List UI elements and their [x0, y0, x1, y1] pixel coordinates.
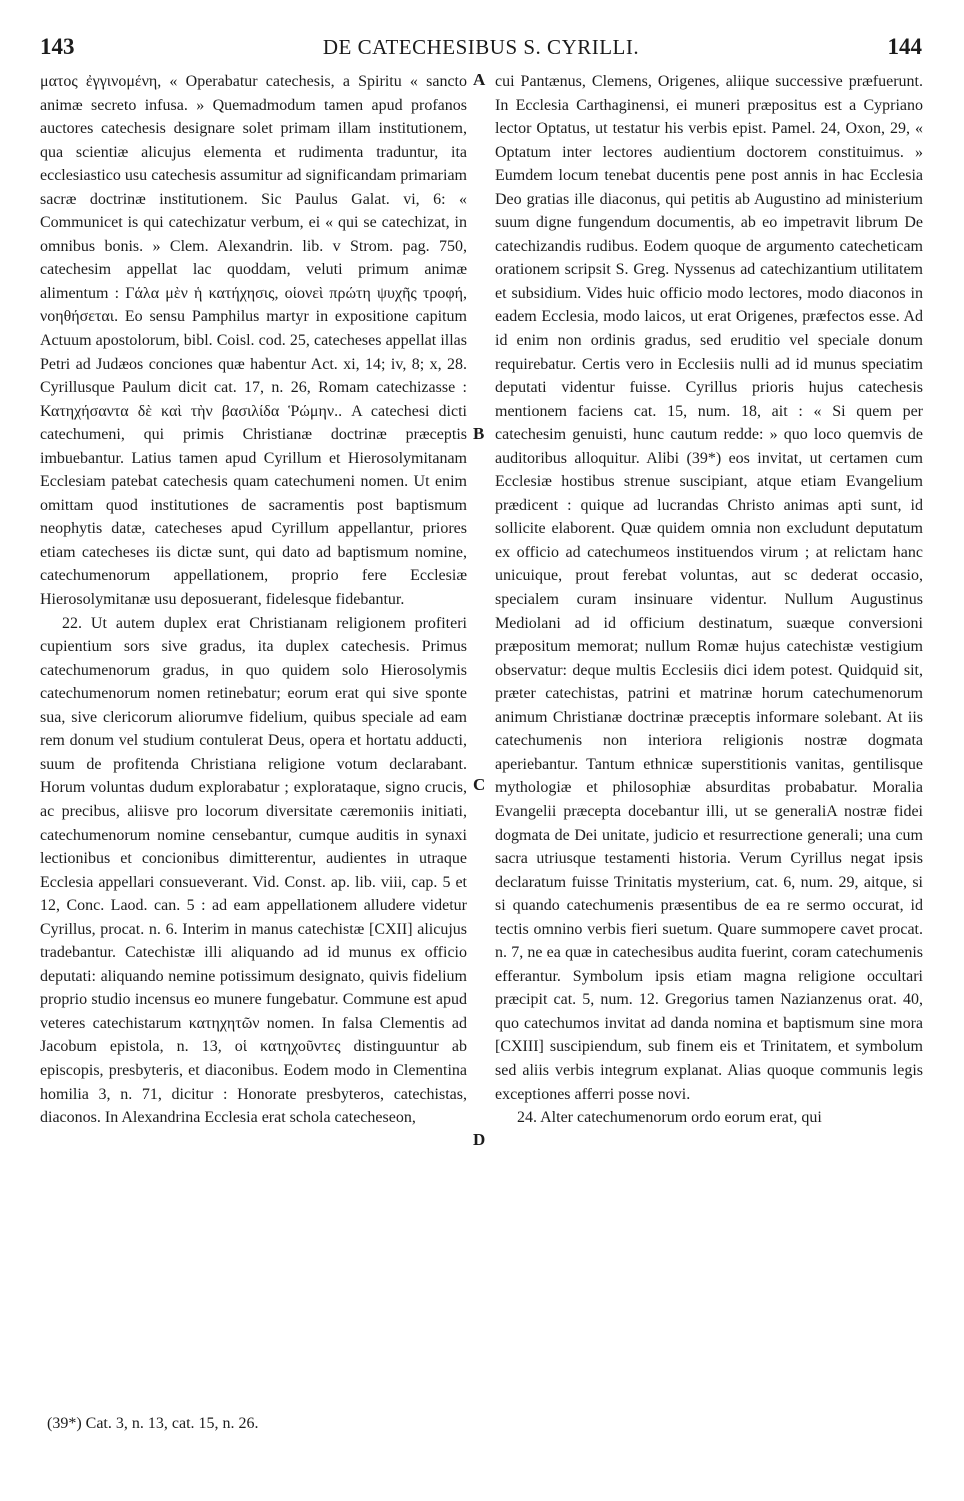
left-column — [40, 70, 467, 1130]
left-paragraph-1: ματος ἐγγινομένη, « Operabatur catechesis, a Spiritu « sancto animæ secreto infusa. » Quemadmodum tamen apud profanos auctores catechesis designare solet primam illam institutionem, qua scientiæ alicujus elementa et rudimenta traduntur, ita ecclesiastico usu catechesis assumitur ad significandam primariam sacræ doctrinæ institutionem. Sic Paulus Galat. vi, 6: « Communicet is qui catechizatur verbum, ei « qui se catechizat, in omnibus bonis. » Clem. Alexandrin. lib. v Strom. pag. 750, catechesim appellat lac quoddam, veluti primum animæ alimentum : Γάλα μὲν ἡ κατήχησις, οἱονεὶ πρώτη ψυχῆς τροφή, νοηθήσεται. Eo sensu Pamphilus martyr in expositione capitum Actuum apostolorum, bibl. Coisl. cod. 25, catecheses appellat illas Petri ad Judæos conciones quæ habentur Act. xi, 14; iv, 8; x, 28. Cyrillusque Paulum dicit cat. 17, n. 26, Romam catechizasse : Κατηχήσαντα δὲ καὶ τὴν βασιλίδα Ῥώμην.. A catechesi dicti catechumeni, qui primis Christianæ doctrinæ præceptis imbuebantur. Latius tamen apud Cyrillum et Hierosolymitanam Ecclesiam patebat catechesis quam catechumeni nomen. Ut enim omittam quod institutiones de sacramentis post baptismum neophytis datæ, catecheses apud Cyrillum appellantur, priores etiam catecheses iis dictæ sunt, qui dato ad baptismum nomine, catechumenorum appellationem, proprio fere Ecclesiæ Hierosolymitanæ usu deposuerant, fidelesque fidebantur. — [40, 73, 467, 609]
right-column — [495, 70, 923, 1130]
left-page-number: 143 — [40, 34, 75, 59]
right-paragraph-2: 24. Alter catechumenorum ordo eorum erat, qui — [517, 1109, 822, 1127]
left-paragraph-2: 22. Ut autem duplex erat Christianam religionem profiteri cupientium sors sive gradus, ita duplex catechesis. Primus catechumenorum gradus, in quo quidem solo Hierosolymis catechumenorum nomen retinebatur; eorum erat qui sive sponte sua, sive clericorum aliorumve fidelium, quibus speciale ad eam rem donum vel studium contulerat Deus, opera et hortatu adducti, suum de profitenda Christiana religione votum declarabant. Horum voluntas dudum explorabatur ; explorataque, signo crucis, ac precibus, aliisve pro locorum diversitate cæremoniis initiati, catechumenorum nomine censebantur, cumque auditis in synaxi lectionibus et concionibus dimitterentur, audientes in utraque Ecclesia appellari consueverant. Vid. Const. ap. lib. viii, cap. 5 et 12, Conc. Laod. can. 5 : ad eam appellationem alludere videtur Cyrillus, procat. n. 6. Interim in manus catechistæ [CXII] alicujus tradebantur. Catechistæ illi aliquando ad id munus ex officio deputati: aliquando nemine potissimum designato, quivis fidelium proprio studio incensus eo munere fungebatur. Commune est apud veteres catechistarum κατηχητῶν nomen. In falsa Clementis ad Jacobum epistola, n. 13, οἱ κατηχοῦντες distinguuntur ab episcopis, presbyteris, et diaconibus. Eodem modo in Clementina homilia 3, n. 71, dicitur : Honorate presbyteros, catechistas, diaconos. In Alexandrina Ecclesia erat schola catecheseon, — [40, 614, 467, 1127]
margin-letter-a: A — [473, 70, 486, 89]
margin-letter-c: C — [473, 775, 486, 794]
running-title: DE CATECHESIBUS S. CYRILLI. — [322, 35, 640, 59]
footnote: (39*) Cat. 3, n. 13, cat. 15, n. 26. — [47, 1415, 259, 1432]
margin-letter-d: D — [473, 1130, 486, 1149]
right-paragraph-1: cui Pantænus, Clemens, Origenes, aliique successive præfuerunt. In Ecclesia Carthaginensi, ei muneri præpositus est a Cypriano lector Optatus, ut testatur his verbis epist. Pamel. 24, Oxon, 29, « Optatum inter lectores audientium doctorem constituimus. » Eumdem locum tenebat ducentis pene post annis in hac Ecclesia Deo gratias ille diaconus, qui petitis ab Augustino ad ministerium suum digne fungendum documentis, ab eo impetravit librum De catechizandis rudibus. Eodem quoque de argumento catecheticam orationem scripsit S. Greg. Nyssenus ad catechizantium utilitatem et subsidium. Vides huic officio modo lectores, modo diaconos in eadem Ecclesia, modo laicos, ut erat Origenes, præfectos esse. Ad id enim non ordinis gradus, sed eruditio vel speciale donum requirebatur. Certis vero in Ecclesiis nulli ad id munus speciatim deputati videntur fuisse. Cyrillus prioris hujus catechesis mentionem faciens cat. 15, num. 18, ait : « Si quem per catechesim genuisti, hunc cautum redde: » quo loco quemvis de auditoribus alloquitur. Alibi (39*) eos invitat, ut certamen cum Ecclesiæ hostibus strenue suscipiant, atque etiam Evangelium prædicent : quique ad lucrandas Christo animas apti sunt, id sollicite elaborent. Quæ quidem omnia non excludunt deputatum ex officio ad catechumeos instituendos virum ; at relictam hanc unicuique, prout ferebat voluntas, aut sc dederat occasio, specialem curam insinuare videntur. Nullum Augustinus Mediolani ad id officium destinatum, suæque conversioni præpositum memorat; nullum Romæ hujus catechistæ vestigium observatur: deque multis Ecclesiis dici idem potest. Quidquid sit, præter catechistas, patrini et matrinæ horum catechumenorum animum Christianæ doctrinæ præceptis informare solebant. At iis catechumenis non interiora religionis nostræ dogmata aperiebantur. Tantum ethnicæ superstitionis vanitas, gentilisque mythologiæ et philosophiæ absurditas probabatur. Moralia Evangelii præcepta docebantur illi, ut se generaliA nostræ fidei dogmata de Dei unitate, judicio et resurrectione generali; una cum sacra utriusque testamenti historia. Verum Cyrillus negat ipsis declaratum fuisse Trinitatis mysterium, cat. 6, num. 29, aitque, si si quando catechumenis præsentibus de ea re sermo occurat, id tectis omnino verbis fieri suetum. Quare summopere cavet procat. n. 7, ne ea quæ in catechesibus audita fuerint, coram catechumenis efferantur. Symbolum ipsis etiam magna religione occultari præcipit cat. 5, num. 12. Gregorius tamen Nazianzenus orat. 40, quo catechumos invitat ad danda nomina et baptismum sine mora [CXIII] suscipiendum, sub finem eis et Trinitatem, et symbolum sed aliis verbis integrum explanat. Alias quoque communis legis exceptiones afferri posse novi. — [495, 73, 923, 1103]
page-header — [40, 34, 922, 64]
right-page-number: 144 — [887, 34, 922, 59]
margin-letter-b: B — [473, 424, 485, 443]
